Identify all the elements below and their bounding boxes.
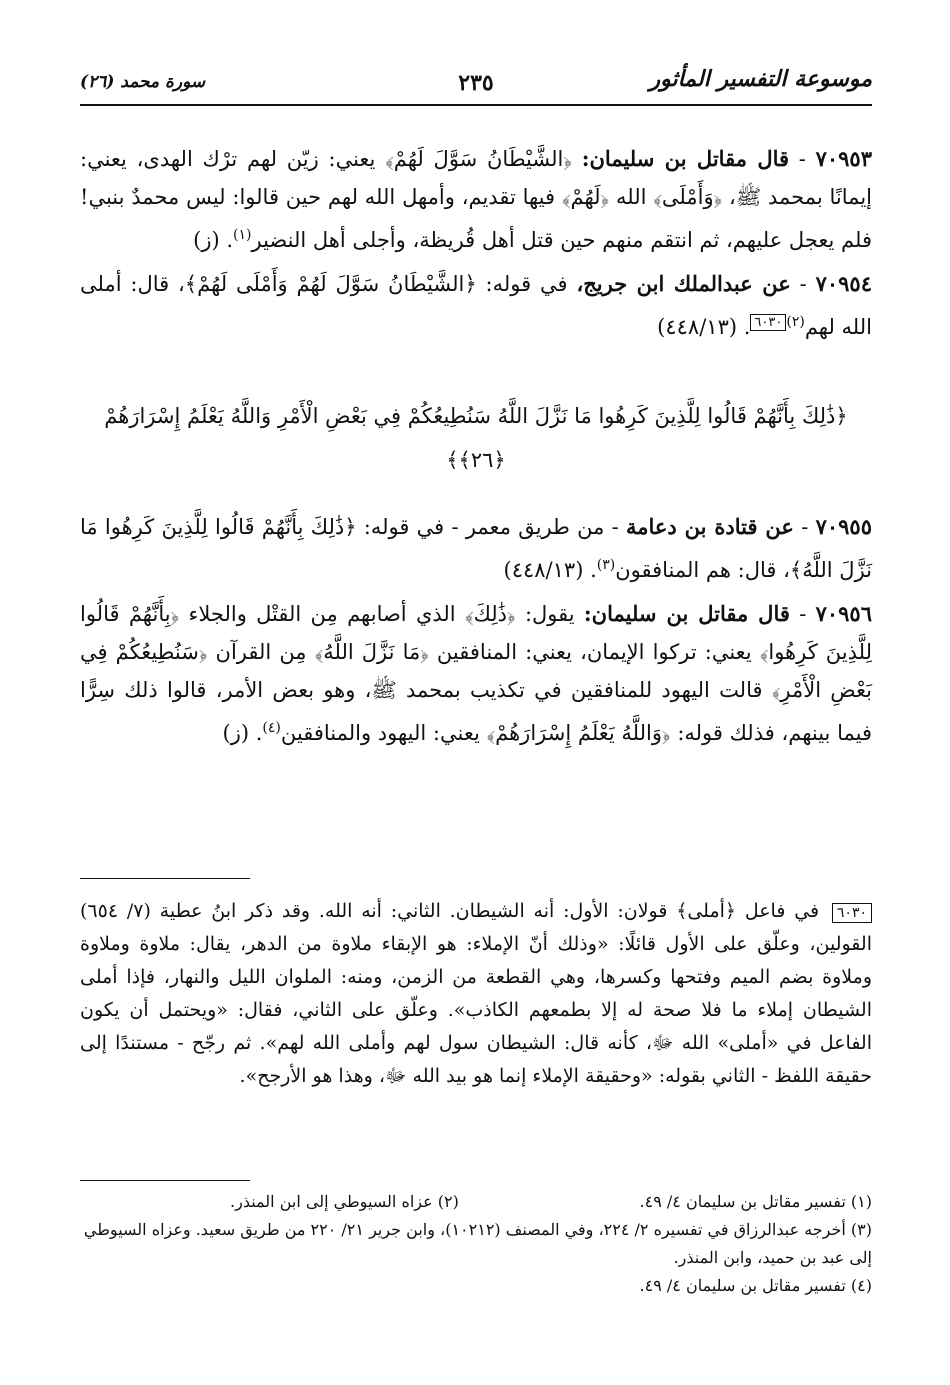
entry-number: ٧٠٩٥٥ <box>815 514 872 539</box>
page-header <box>80 66 872 102</box>
entry-narrator: قال مقاتل بن سليمان: <box>583 601 790 626</box>
entry-tail: . (ز) <box>222 721 263 745</box>
footnote-mark: (٤) <box>262 720 281 736</box>
entry-number: ٧٠٩٥٣ <box>815 146 872 171</box>
entry-70956: ٧٠٩٥٦ - قال مقاتل بن سليمان: يقول: ﴿ذَٰلِكَ﴾ الذي أصابهم مِن القتْل والجلاء ﴿بِأَنَّهُمْ قَالُوا لِلَّذِينَ كَرِهُوا﴾ يعني: تركوا الإيمان، يعني: المنافقين ﴿مَا نَزَّلَ اللَّهُ﴾ مِن القرآن ﴿سَنُطِيعُكُمْ فِي بَعْضِ الْأَمْرِ﴾ قالت اليهود للمنافقين في تكذيب بمحمد ﷺ، وهو بعض الأمر، قالوا ذلك سِرًّا فيما بينهم، فذلك قوله: ﴿وَاللَّهُ يَعْلَمُ إِسْرَارَهُمْ﴾ يعني: اليهود والمنافقين$^{(٤)}$. (ز) <box>80 601 872 745</box>
footnote-row <box>80 1188 872 1216</box>
quran-verse: ﴿ذَٰلِكَ بِأَنَّهُمْ قَالُوا لِلَّذِينَ كَرِهُوا مَا نَزَّلَ اللَّهُ سَنُطِيعُكُمْ فِي بَعْضِ الْأَمْرِ وَاللَّهُ يَعْلَمُ إِسْرَارَهُمْ ﴿٢٦﴾﴾ <box>104 404 848 472</box>
note-ref-box: ٦٠٣٠ <box>750 314 786 331</box>
entry-number: ٧٠٩٥٤ <box>815 271 872 296</box>
footnote-4: (٤) تفسير مقاتل بن سليمان ٤/ ٤٩. <box>639 1276 872 1295</box>
entry-text: - من طريق معمر - في قوله: ﴿ذَٰلِكَ بِأَنَّهُمْ قَالُوا لِلَّذِينَ كَرِهُوا مَا نَزَّلَ اللَّهُ﴾، قال: هم المنافقون <box>80 515 872 582</box>
footnotes <box>80 1188 872 1300</box>
entry-text: ﴿الشَّيْطَانُ سَوَّلَ لَهُمْ﴾ يعني: زيّن لهم ترْك الهدى، يعني: إيمانًا بمحمد ﷺ، ﴿وَأَمْلَى﴾ الله ﴿لَهُمْ﴾ فيها تقديم، وأمهل الله لهم حين قالوا: ليس محمدٌ بنبي! فلم يعجل عليهم، ثم انتقم منهم حين قتل أهل قُريظة، وأجلى أهل النضير <box>80 147 872 252</box>
entry-narrator: عن عبدالملك ابن جريج، <box>576 271 791 296</box>
footnote-mark: (١) <box>233 227 252 243</box>
entry-tail: . (ز) <box>193 228 234 252</box>
entry-number: ٧٠٩٥٦ <box>815 601 872 626</box>
footnote-1: (١) تفسير مقاتل بن سليمان ٤/ ٤٩. <box>639 1192 872 1211</box>
note-text: في فاعل ﴿أملى﴾ قولان: الأول: أنه الشيطان. الثاني: أنه الله. وقد ذكر ابنُ عطية (٧/ ٦٥٤) القولين، وعلّق على الأول قائلًا: «وذلك أنّ الإملاء: هو الإبقاء ملاوة من الدهر، يقال: ملاوة وملاوة وملاوة بضم الميم وفتحها وكسرها، وهي القطعة من الزمن، ومنه: الملوان الليل والنهار، فإذا أملى الشيطان إملاء ما فلا صحة له إلا بطمعهم الكاذب». وعلّق على الثاني، فقال: «ويحتمل أن يكون الفاعل في «أملى» الله ﷻ، كأنه قال: الشيطان سول لهم وأملى الله لهم». ثم رجّح - مستندًا إلى حقيقة اللفظ - الثاني بقوله: «وحقيقة الإملاء إنما هو بيد الله ﷻ، وهذا هو الأرجح». <box>80 900 872 1087</box>
note-separator <box>80 878 250 879</box>
entry-70953: ٧٠٩٥٣ - قال مقاتل بن سليمان: ﴿الشَّيْطَانُ سَوَّلَ لَهُمْ﴾ يعني: زيّن لهم ترْك الهدى، يعني: إيمانًا بمحمد ﷺ، ﴿وَأَمْلَى﴾ الله ﴿لَهُمْ﴾ فيها تقديم، وأمهل الله لهم حين قالوا: ليس محمدٌ بنبي! فلم يعجل عليهم، ثم انتقم منهم حين قتل أهل قُريظة، وأجلى أهل النضير$^{(١)}$. (ز) <box>80 146 872 252</box>
entry-tail: . (٤٤٨/١٣) <box>503 558 597 582</box>
header-rule <box>80 104 872 106</box>
entry-70954: ٧٠٩٥٤ - عن عبدالملك ابن جريج، في قوله: ﴿الشَّيْطَانُ سَوَّلَ لَهُمْ وَأَمْلَى لَهُمْ﴾، قال: أملى الله لهم$^{(٢)٦٠٣٠}$. (٤٤٨/١٣) <box>80 271 872 339</box>
surah-title: سورة محمد (٢٦) <box>80 72 206 92</box>
footnote-separator <box>80 1180 250 1181</box>
entry-narrator: عن قتادة بن دعامة <box>625 514 794 539</box>
entry-tail: . (٤٤٨/١٣) <box>657 315 751 339</box>
footnote-2: (٢) عزاه السيوطي إلى ابن المنذر. <box>230 1192 459 1211</box>
scholarly-note <box>80 895 872 1093</box>
footnote-mark: (٣) <box>596 557 616 573</box>
footnote-mark: (٢) <box>786 314 805 330</box>
footnote-3: (٣) أخرجه عبدالرزاق في تفسيره ٢/ ٢٢٤، وفي المصنف (١٠٢١٢)، وابن جرير ٢١/ ٢٢٠ من طريق سعيد. وعزاه السيوطي إلى عبد بن حميد، وابن المنذر. <box>83 1220 872 1267</box>
main-content <box>80 140 872 758</box>
entry-text: يقول: ﴿ذَٰلِكَ﴾ الذي أصابهم مِن القتْل والجلاء ﴿بِأَنَّهُمْ قَالُوا لِلَّذِينَ كَرِهُوا﴾ يعني: تركوا الإيمان، يعني: المنافقين ﴿مَا نَزَّلَ اللَّهُ﴾ مِن القرآن ﴿سَنُطِيعُكُمْ فِي بَعْضِ الْأَمْرِ﴾ قالت اليهود للمنافقين في تكذيب بمحمد ﷺ، وهو بعض الأمر، قالوا ذلك سِرًّا فيما بينهم، فذلك قوله: ﴿وَاللَّهُ يَعْلَمُ إِسْرَارَهُمْ﴾ يعني: اليهود والمنافقين <box>80 602 872 745</box>
page-number: ٢٣٥ <box>458 70 494 96</box>
entry-text: في قوله: ﴿الشَّيْطَانُ سَوَّلَ لَهُمْ وَأَمْلَى لَهُمْ﴾، قال: أملى الله لهم <box>80 272 872 339</box>
note-number-box: ٦٠٣٠ <box>832 903 872 923</box>
book-title: موسوعة التفسير المأثور <box>649 66 872 92</box>
entry-narrator: قال مقاتل بن سليمان: <box>581 146 790 171</box>
entry-70955: ٧٠٩٥٥ - عن قتادة بن دعامة - من طريق معمر - في قوله: ﴿ذَٰلِكَ بِأَنَّهُمْ قَالُوا لِلَّذِينَ كَرِهُوا مَا نَزَّلَ اللَّهُ﴾، قال: هم المنافقون$^{(٣)}$. (٤٤٨/١٣) <box>80 514 872 582</box>
